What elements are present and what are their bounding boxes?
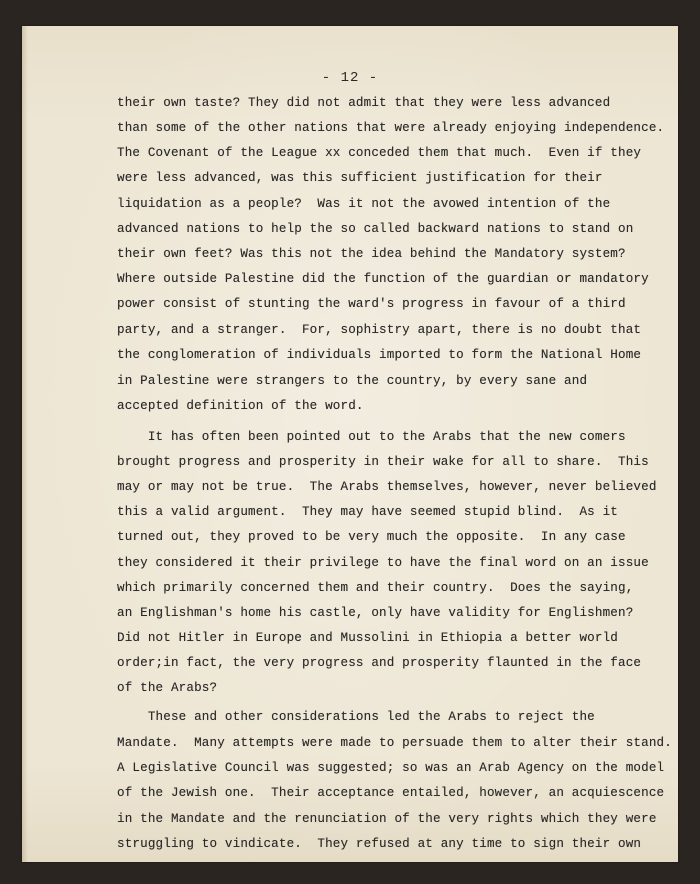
text-line: an Englishman's home his castle, only have validity for Englishmen? <box>117 606 634 620</box>
text-line: this a valid argument. They may have seemed stupid blind. As it <box>117 505 618 519</box>
text-line: power consist of stunting the ward's progress in favour of a third <box>117 297 626 311</box>
text-line: brought progress and prosperity in their wake for all to share. This <box>117 455 649 469</box>
text-line: in Palestine were strangers to the country, by every sane and <box>117 374 588 388</box>
text-line: turned out, they proved to be very much the opposite. In any case <box>117 530 626 544</box>
text-line: The Covenant of the League xx conceded them that much. Even if they <box>117 146 642 160</box>
text-line: order;in fact, the very progress and prosperity flaunted in the face <box>117 656 642 670</box>
text-line: of the Arabs? <box>117 681 218 695</box>
page-number: - 12 - <box>321 70 379 86</box>
document-page <box>22 26 678 862</box>
text-line: liquidation as a people? Was it not the avowed intention of the <box>117 197 611 211</box>
text-line: which primarily concerned them and their country. Does the saying, <box>117 581 634 595</box>
text-line: in the Mandate and the renunciation of the very rights which they were <box>117 812 657 826</box>
text-line: were less advanced, was this sufficient justification for their <box>117 171 603 185</box>
text-line: of the Jewish one. Their acceptance entailed, however, an acquiescence <box>117 786 665 800</box>
text-line: A Legislative Council was suggested; so was an Arab Agency on the model <box>117 761 665 775</box>
text-line: accepted definition of the word. <box>117 399 364 413</box>
text-line: than some of the other nations that were already enjoying independence. <box>117 121 665 135</box>
text-line: may or may not be true. The Arabs themselves, however, never believed <box>117 480 657 494</box>
text-line: Mandate. Many attempts were made to persuade them to alter their stand. <box>117 736 672 750</box>
text-line: advanced nations to help the so called backward nations to stand on <box>117 222 634 236</box>
text-line: their own taste? They did not admit that they were less advanced <box>117 96 611 110</box>
text-line: struggling to vindicate. They refused at any time to sign their own <box>117 837 642 851</box>
text-line: Where outside Palestine did the function of the guardian or mandatory <box>117 272 649 286</box>
text-line: It has often been pointed out to the Arabs that the new comers <box>117 430 626 444</box>
text-line: party, and a stranger. For, sophistry apart, there is no doubt that <box>117 323 642 337</box>
text-line: they considered it their privilege to have the final word on an issue <box>117 556 649 570</box>
text-line: their own feet? Was this not the idea behind the Mandatory system? <box>117 247 626 261</box>
text-line: These and other considerations led the Arabs to reject the <box>117 710 595 724</box>
text-line: Did not Hitler in Europe and Mussolini in Ethiopia a better world <box>117 631 618 645</box>
text-line: the conglomeration of individuals imported to form the National Home <box>117 348 642 362</box>
paper-edge-shadow <box>22 26 28 862</box>
